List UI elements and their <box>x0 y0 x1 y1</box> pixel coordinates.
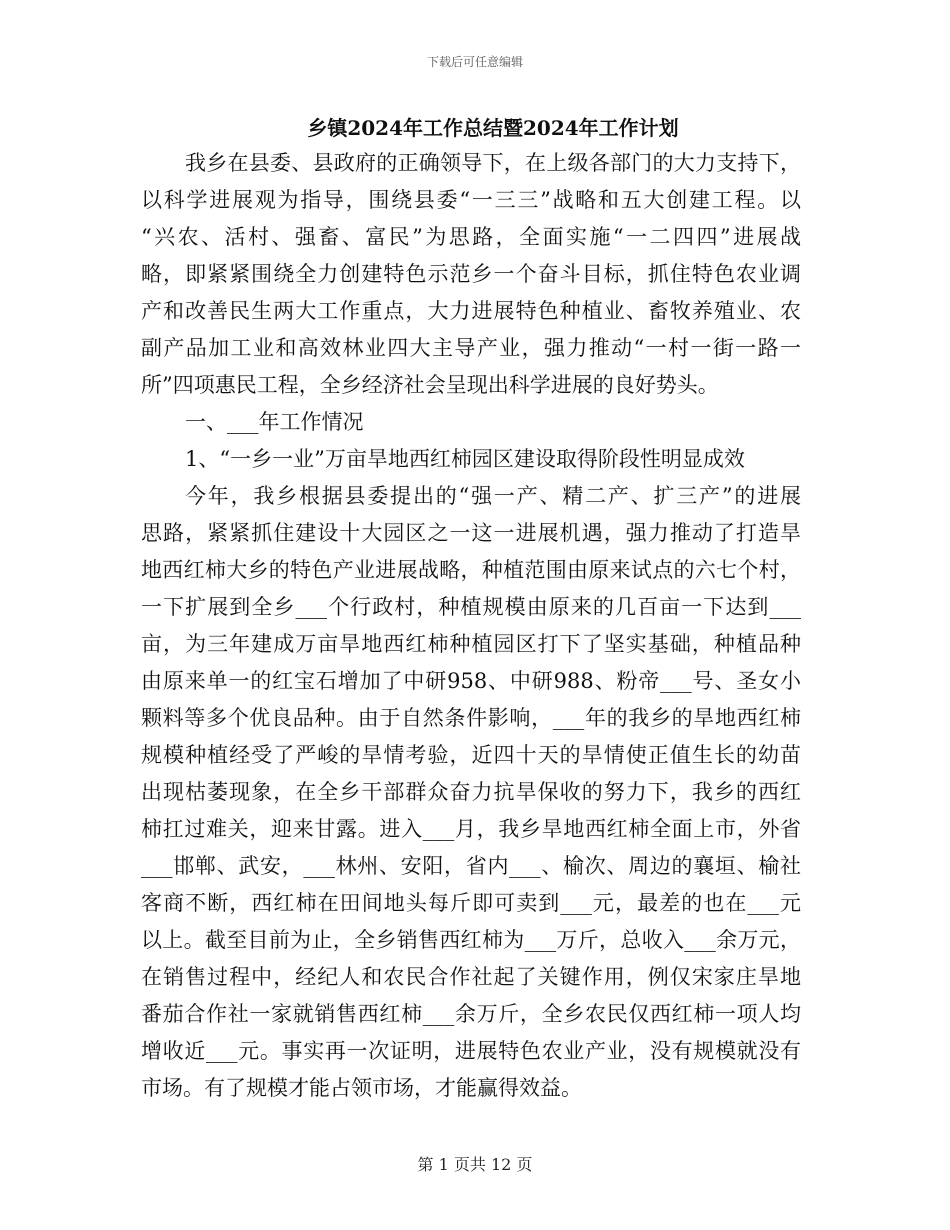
body-line: 所”四项惠民工程，全乡经济社会呈现出科学进展的良好势头。 <box>141 373 719 397</box>
document-body <box>141 145 801 1107</box>
body-line: 番茄合作社一家就销售西红柿___余万斤，全乡农民仅西红柿一项人均 <box>141 1002 801 1026</box>
body-line: 产和改善民生两大工作重点，大力进展特色种植业、畜牧养殖业、农 <box>141 299 801 323</box>
body-line: ___邯郸、武安，___林州、安阳，省内___、榆次、周边的襄垣、榆社 <box>141 854 801 878</box>
body-line: 地西红柿大乡的特色产业进展战略，种植范围由原来试点的六七个村， <box>141 558 801 582</box>
section-heading-text: 一、___年工作情况 <box>185 410 364 434</box>
body-line: 规模种植经受了严峻的旱情考验，近四十天的旱情使正值生长的幼苗 <box>141 743 801 767</box>
subsection-heading-text: 1、“一乡一业”万亩旱地西红柿园区建设取得阶段性明显成效 <box>185 447 745 471</box>
body-line: 由原来单一的红宝石增加了中研958、中研988、粉帝___号、圣女小 <box>141 669 801 693</box>
body-line: 在销售过程中，经纪人和农民合作社起了关键作用，例仅宋家庄旱地 <box>141 965 801 989</box>
page-header-note: 下载后可任意编辑 <box>426 55 523 69</box>
paragraph-intro <box>141 145 801 404</box>
body-line: 我乡在县委、县政府的正确领导下，在上级各部门的大力支持下， <box>185 151 801 175</box>
page-number: 第 1 页共 12 页 <box>417 1155 533 1174</box>
section-heading <box>141 404 801 441</box>
body-line: 以科学进展观为指导，围绕县委“一三三”战略和五大创建工程。以 <box>141 188 801 212</box>
body-line: “兴农、活村、强畜、富民”为思路，全面实施“一二四四”进展战 <box>141 225 801 249</box>
body-line: 一下扩展到全乡___个行政村，种植规模由原来的几百亩一下达到___ <box>141 595 801 619</box>
body-line: 今年，我乡根据县委提出的“强一产、精二产、扩三产”的进展 <box>185 484 801 508</box>
body-line: 出现枯萎现象，在全乡干部群众奋力抗旱保收的努力下，我乡的西红 <box>141 780 801 804</box>
body-line: 以上。截至目前为止，全乡销售西红柿为___万斤，总收入___余万元， <box>141 928 801 952</box>
body-line: 思路，紧紧抓住建设十大园区之一这一进展机遇，强力推动了打造旱 <box>141 521 801 545</box>
body-line: 市场。有了规模才能占领市场，才能赢得效益。 <box>141 1076 582 1100</box>
body-line: 副产品加工业和高效林业四大主导产业，强力推动“一村一街一路一 <box>141 336 801 360</box>
body-line: 颗料等多个优良品种。由于自然条件影响，___年的我乡的旱地西红柿 <box>141 706 801 730</box>
document-title: 乡镇2024年工作总结暨2024年工作计划 <box>307 116 679 140</box>
body-line: 增收近___元。事实再一次证明，进展特色农业产业，没有规模就没有 <box>141 1039 801 1063</box>
body-line: 略，即紧紧围绕全力创建特色示范乡一个奋斗目标，抓住特色农业调 <box>141 262 801 286</box>
body-line: 客商不断，西红柿在田间地头每斤即可卖到___元，最差的也在___元 <box>141 891 801 915</box>
body-line: 柿扛过难关，迎来甘露。进入___月，我乡旱地西红柿全面上市，外省 <box>141 817 801 841</box>
paragraph-tomato-park <box>141 478 801 1107</box>
body-line: 亩，为三年建成万亩旱地西红柿种植园区打下了坚实基础，种植品种 <box>141 632 801 656</box>
subsection-heading <box>141 441 801 478</box>
